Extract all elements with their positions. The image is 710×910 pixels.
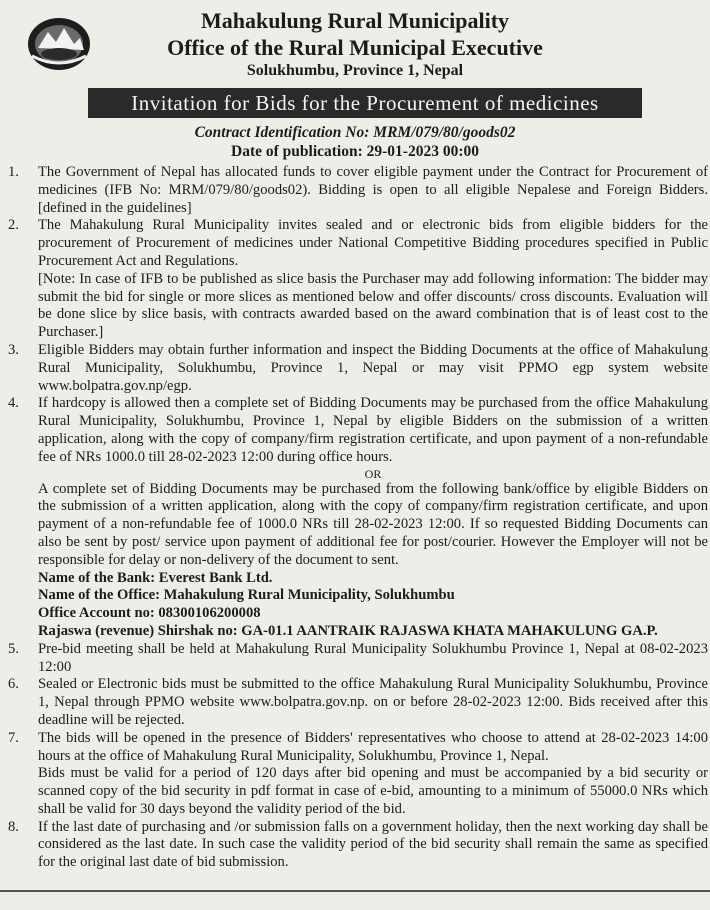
item-text: The Government of Nepal has allocated funds to cover eligible payment under the Contract for Procurement of medicines (IFB No: MRM/079/80/goods02). Bidding is open to all eligible Nepalese and Foreign Bidders.[defined in the guidelines] bbox=[38, 164, 708, 216]
item-number: 6. bbox=[8, 676, 19, 693]
list-item bbox=[0, 342, 710, 395]
header-municipality: Mahakulung Rural Municipality bbox=[200, 8, 510, 33]
header-location: Solukhumbu, Province 1, Nepal bbox=[246, 62, 464, 79]
item-number: 5. bbox=[8, 640, 19, 657]
item-text-alt: Bids must be valid for a period of 120 days after bid opening and must be accompanied by a bid security or scanned copy of the bid security in pdf format in case of e-bid, amounting to a minimum of 55000.0 NRs which shall be valid for 30 days beyond the validity period of the bid. bbox=[38, 765, 708, 817]
item-text: Pre-bid meeting shall be held at Mahakulung Rural Municipality Solukhumbu Province 1, Nepal at 08-02-2023 12:00 bbox=[38, 640, 708, 675]
title-banner: Invitation for Bids for the Procurement of medicines bbox=[88, 88, 642, 118]
publication-date: Date of publication: 29-01-2023 00:00 bbox=[231, 143, 479, 160]
header-office: Office of the Rural Municipal Executive bbox=[167, 35, 543, 60]
item-number: 4. bbox=[8, 395, 19, 412]
list-item bbox=[0, 395, 710, 640]
office-name: Name of the Office: Mahakulung Rural Municipality, Solukhumbu bbox=[38, 587, 455, 604]
bank-name: Name of the Bank: Everest Bank Ltd. bbox=[38, 569, 273, 586]
item-text: Eligible Bidders may obtain further information and inspect the Bidding Documents at the office of Mahakulung Rural Municipality, Solukhumbu, Province 1, Nepal or may visit PPMO egp system website www.bolpatra.gov.np/egp. bbox=[38, 341, 708, 394]
item-number: 3. bbox=[8, 341, 19, 358]
item-text: The Mahakulung Rural Municipality invites sealed and or electronic bids from eligible bidders for the procurement of Procurement of medicines under National Competitive Bidding procedures specified in Public Procurement Act and Regulations. bbox=[38, 217, 708, 269]
or-separator: OR bbox=[364, 466, 382, 481]
item-number: 2. bbox=[8, 217, 19, 234]
list-item bbox=[0, 676, 710, 729]
item-number: 8. bbox=[8, 818, 19, 835]
list-item bbox=[0, 641, 710, 677]
list-item bbox=[0, 819, 710, 872]
item-text-alt: A complete set of Bidding Documents may be purchased from the following bank/office by eligible Bidders on the submission of a written application, along with the copy of company/firm registration certificate, and upon payment of a non-refundable fee of 1000.0 NRs till 28-02-2023 12:00. If so requested Bidding Documents can also be sent by post/ service upon payment of additional fee for post/courier. However the Employer will not be responsible for delay or non-delivery of the document to sent. bbox=[38, 480, 708, 568]
item-text: Sealed or Electronic bids must be submitted to the office Mahakulung Rural Municipality Solukhumbu, Province 1, Nepal through PPMO website www.bolpatra.gov.np. on or before 28-02-2023 12:00. Bids received after this deadline will be rejected. bbox=[38, 676, 708, 728]
list-item bbox=[0, 164, 710, 217]
notice-body bbox=[0, 164, 710, 872]
item-number: 7. bbox=[8, 729, 19, 746]
item-text: If hardcopy is allowed then a complete set of Bidding Documents may be purchased from the office Mahakulung Rural Municipality, Solukhumbu, Province 1, Nepal by eligible Bidders on the submission of a written application, along with the copy of company/firm registration certificate, and upon payment of a non-refundable fee of NRs 1000.0 till 28-02-2023 12:00 during office hours. bbox=[38, 395, 708, 465]
item-note: [Note: In case of IFB to be published as slice basis the Purchaser may add following information: The bidder may submit the bid for single or more slices as mentioned below and offer discounts/ cross discounts. Evaluation will be done slice by slice basis, with contracts awarded based on the award combination that is of least cost to the Purchaser.] bbox=[38, 270, 708, 341]
office-account: Office Account no: 08300106200008 bbox=[38, 605, 261, 622]
list-item bbox=[0, 730, 710, 819]
rajaswa-heading: Rajaswa (revenue) Shirshak no: GA-01.1 AANTRAIK RAJASWA KHATA MAHAKULUNG GA.P. bbox=[38, 622, 658, 639]
contract-identification: Contract Identification No: MRM/079/80/goods02 bbox=[194, 124, 516, 141]
bottom-rule bbox=[0, 890, 710, 892]
item-text: The bids will be opened in the presence of Bidders' representatives who choose to attend at 28-02-2023 14:00 hours at the office of Mahakulung Rural Municipality, Solukhumbu, Province 1, Nepal. bbox=[38, 729, 708, 764]
item-text: If the last date of purchasing and /or submission falls on a government holiday, then the next working day shall be considered as the last date. In such case the validity period of the bid security shall remain the same as specified for the original last date of bid submission. bbox=[38, 818, 708, 871]
list-item bbox=[0, 217, 710, 342]
item-number: 1. bbox=[8, 164, 19, 180]
